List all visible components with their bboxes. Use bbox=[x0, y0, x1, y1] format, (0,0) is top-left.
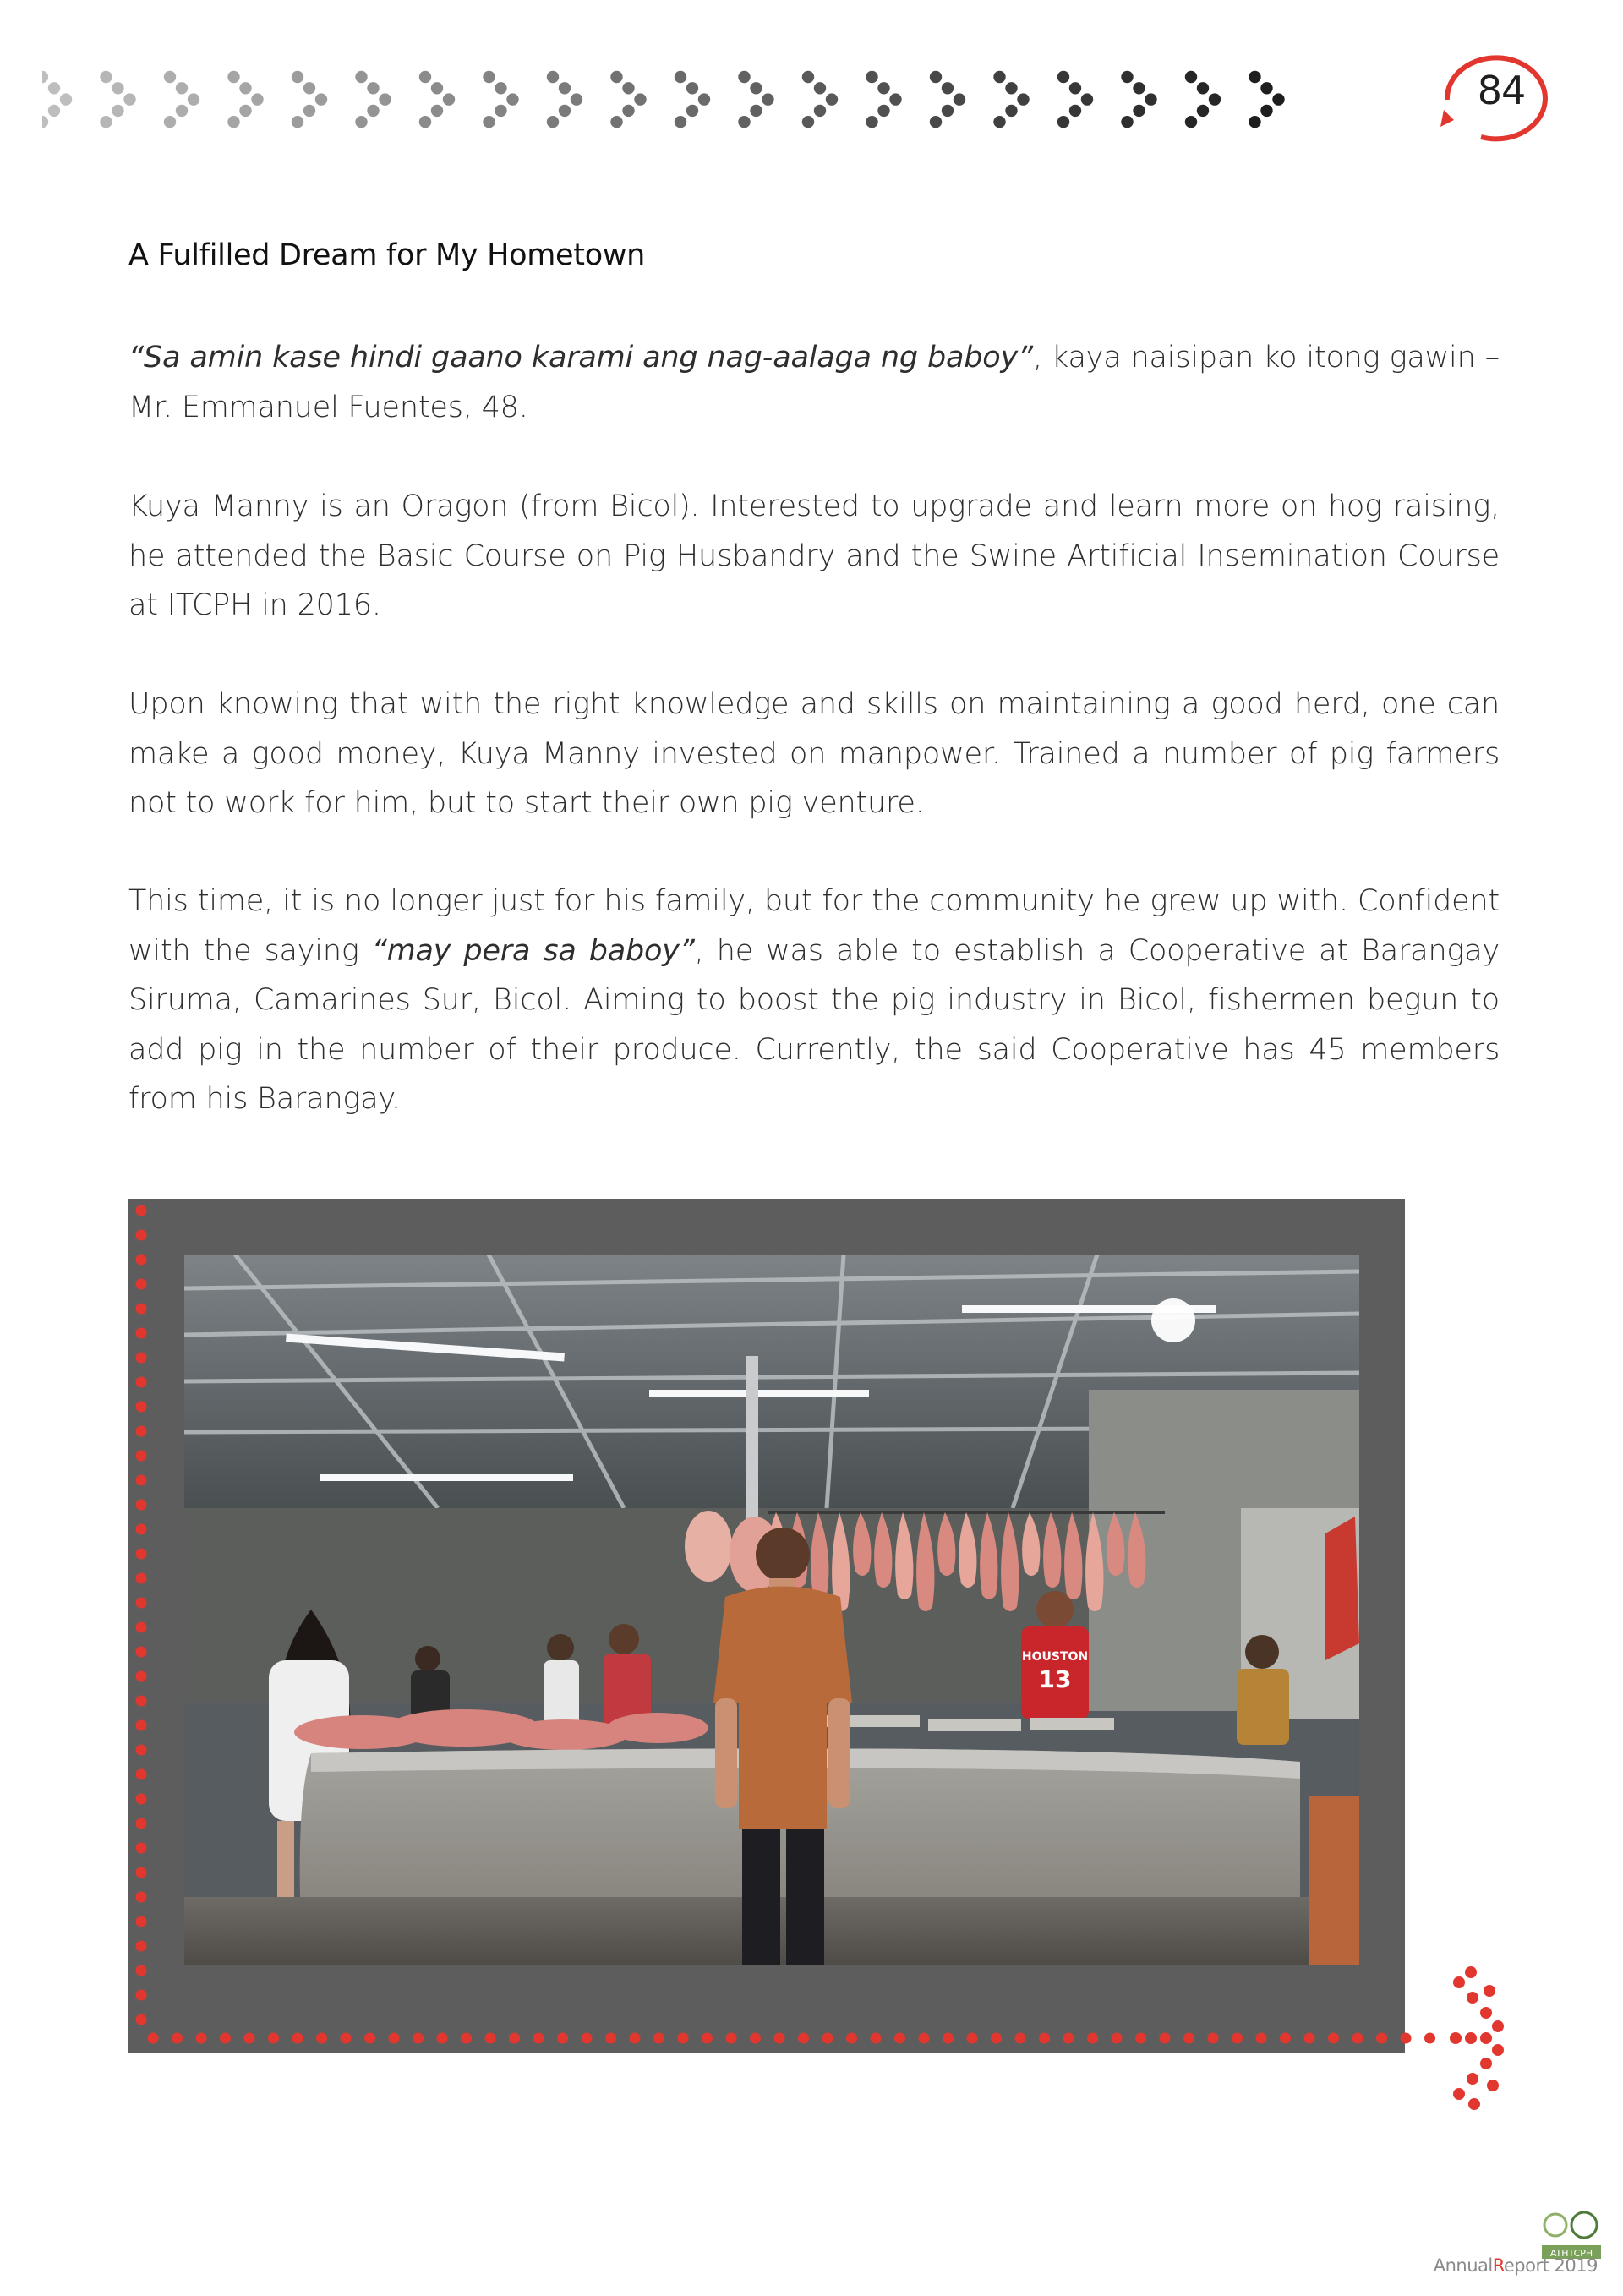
red-dot bbox=[461, 2033, 472, 2044]
red-dot bbox=[136, 1451, 147, 1462]
red-dot bbox=[1450, 2032, 1462, 2044]
red-dot bbox=[1484, 1985, 1495, 1997]
page-number: 84 bbox=[1477, 68, 1526, 113]
red-dot bbox=[991, 2033, 1002, 2044]
red-dot bbox=[1208, 2033, 1219, 2044]
red-dot bbox=[136, 2014, 147, 2025]
red-dot bbox=[136, 1524, 147, 1535]
red-dot bbox=[136, 1794, 147, 1805]
paragraph-background: Kuya Manny is an Oragon (from Bicol). Interested to upgrade and learn more on hog raising, he attended the Basic Course on Pig Husbandry and the Swine Artificial Insemination Course at ITCPH in 2016. bbox=[128, 489, 1500, 622]
red-dot bbox=[136, 1255, 147, 1266]
red-dot bbox=[292, 2033, 303, 2044]
red-dot bbox=[1015, 2033, 1026, 2044]
footer-word-eport: eport bbox=[1503, 2255, 1549, 2276]
red-dot bbox=[1352, 2033, 1363, 2044]
red-dot bbox=[846, 2033, 857, 2044]
red-dot bbox=[630, 2033, 641, 2044]
red-dot bbox=[136, 1965, 147, 1976]
red-dot bbox=[220, 2033, 231, 2044]
red-dot bbox=[148, 2033, 159, 2044]
red-dot bbox=[316, 2033, 327, 2044]
red-dot bbox=[1039, 2033, 1050, 2044]
red-dot bbox=[919, 2033, 930, 2044]
red-dot bbox=[822, 2033, 833, 2044]
red-dot bbox=[774, 2033, 785, 2044]
red-dot bbox=[136, 1622, 147, 1633]
red-dot bbox=[1480, 2058, 1492, 2069]
red-dot bbox=[750, 2033, 761, 2044]
red-dot bbox=[136, 1892, 147, 1903]
red-dot bbox=[1232, 2033, 1243, 2044]
red-dot bbox=[1063, 2033, 1074, 2044]
red-dot bbox=[136, 1745, 147, 1756]
red-dot bbox=[136, 1598, 147, 1609]
red-dot bbox=[364, 2033, 375, 2044]
red-dot bbox=[557, 2033, 568, 2044]
red-dot bbox=[1467, 2073, 1478, 2085]
red-dot bbox=[1256, 2033, 1267, 2044]
red-dot bbox=[136, 1304, 147, 1315]
red-dot bbox=[413, 2033, 424, 2044]
footer-annual-report bbox=[1420, 2255, 1598, 2276]
red-dot bbox=[1135, 2033, 1146, 2044]
red-dot bbox=[1453, 1976, 1465, 1988]
red-dot bbox=[894, 2033, 905, 2044]
red-dot bbox=[136, 1475, 147, 1486]
red-dot bbox=[136, 1769, 147, 1780]
red-dot bbox=[268, 2033, 279, 2044]
article-title: A Fulfilled Dream for My Hometown bbox=[128, 238, 646, 272]
red-dot bbox=[136, 1916, 147, 1927]
red-dot bbox=[798, 2033, 809, 2044]
red-dot bbox=[136, 1647, 147, 1658]
red-dot bbox=[1480, 2007, 1492, 2019]
red-dot bbox=[196, 2033, 207, 2044]
red-dot bbox=[1183, 2033, 1194, 2044]
red-dot bbox=[1304, 2033, 1315, 2044]
paragraph-cooperative-part-1: This time, it is no longer just for his family, but for the community he grew up with. Confident with the saying bbox=[128, 884, 1500, 968]
red-dot bbox=[1424, 2033, 1435, 2044]
red-dot bbox=[533, 2033, 544, 2044]
red-dot bbox=[1492, 2020, 1504, 2032]
red-dot bbox=[678, 2033, 689, 2044]
red-dot bbox=[136, 1426, 147, 1437]
red-dot bbox=[702, 2033, 713, 2044]
red-dot bbox=[136, 1990, 147, 2001]
jersey-text: HOUSTON bbox=[1021, 1650, 1089, 1664]
paragraph-cooperative-part-2: , he was able to establish a Cooperative at Barangay Siruma, Camarines Sur, Bicol. Aiming to boost the pig industry in Bicol, fishermen begun to add pig in the number of their produce. Currently, the said Cooperative has 45 members from his Barangay. bbox=[128, 933, 1500, 1116]
red-dot bbox=[1453, 2088, 1465, 2100]
red-dot bbox=[136, 1353, 147, 1364]
red-dot bbox=[1468, 2098, 1480, 2110]
red-dot bbox=[136, 1328, 147, 1339]
red-dot bbox=[136, 1941, 147, 1952]
red-dot bbox=[1160, 2033, 1171, 2044]
red-dot bbox=[136, 1573, 147, 1584]
red-dot bbox=[1492, 2044, 1504, 2056]
red-dot bbox=[244, 2033, 255, 2044]
footer-logo-label: ATHTCPH bbox=[1549, 2248, 1593, 2259]
paragraph-investment: Upon knowing that with the right knowledge and skills on maintaining a good herd, one can make a good money, Kuya Manny invested on manpower. Trained a number of pig farmers not to work for him, but to start their own pig venture. bbox=[128, 687, 1500, 820]
red-dot bbox=[136, 1402, 147, 1413]
footer-year: 2019 bbox=[1554, 2255, 1598, 2276]
quote-attribution: , kaya naisipan ko itong gawin – Mr. Emmanuel Fuentes, 48. bbox=[128, 341, 1500, 424]
red-dot bbox=[136, 1205, 147, 1216]
red-dot bbox=[1480, 2032, 1492, 2044]
red-dot bbox=[136, 1696, 147, 1707]
red-dot bbox=[1112, 2033, 1123, 2044]
red-dot bbox=[943, 2033, 954, 2044]
red-dot bbox=[136, 1818, 147, 1829]
red-dot bbox=[1467, 1992, 1478, 2004]
red-dot bbox=[1087, 2033, 1098, 2044]
red-dot bbox=[136, 1720, 147, 1731]
red-dot bbox=[1376, 2033, 1387, 2044]
red-dot bbox=[136, 1671, 147, 1682]
red-dot bbox=[582, 2033, 593, 2044]
red-dot bbox=[605, 2033, 616, 2044]
red-dot bbox=[136, 1279, 147, 1290]
red-dot bbox=[1465, 2032, 1477, 2044]
footer-word-annual: Annual bbox=[1433, 2255, 1493, 2276]
red-dot bbox=[726, 2033, 737, 2044]
red-dot bbox=[485, 2033, 496, 2044]
red-dot bbox=[136, 1377, 147, 1388]
red-dot bbox=[1487, 2080, 1499, 2091]
red-dot bbox=[1328, 2033, 1339, 2044]
red-dot bbox=[136, 1500, 147, 1511]
red-dot bbox=[967, 2033, 978, 2044]
saying-quote: “may pera sa baboy” bbox=[371, 933, 695, 968]
red-dot bbox=[172, 2033, 183, 2044]
jersey-number: 13 bbox=[1038, 1665, 1072, 1693]
red-dot bbox=[1401, 2033, 1412, 2044]
red-dot bbox=[389, 2033, 400, 2044]
footer-initial-r: R bbox=[1492, 2255, 1504, 2276]
red-dot bbox=[871, 2033, 882, 2044]
red-dot bbox=[136, 1549, 147, 1560]
red-dot bbox=[136, 1230, 147, 1241]
red-dot bbox=[653, 2033, 664, 2044]
quote-text: “Sa amin kase hindi gaano karami ang nag-aalaga ng baboy” bbox=[128, 341, 1033, 374]
red-dot bbox=[341, 2033, 352, 2044]
red-dot bbox=[1280, 2033, 1291, 2044]
red-dot bbox=[437, 2033, 448, 2044]
red-dot bbox=[1465, 1966, 1477, 1978]
red-dot bbox=[136, 1867, 147, 1878]
red-dot bbox=[136, 1843, 147, 1854]
red-dot bbox=[509, 2033, 520, 2044]
